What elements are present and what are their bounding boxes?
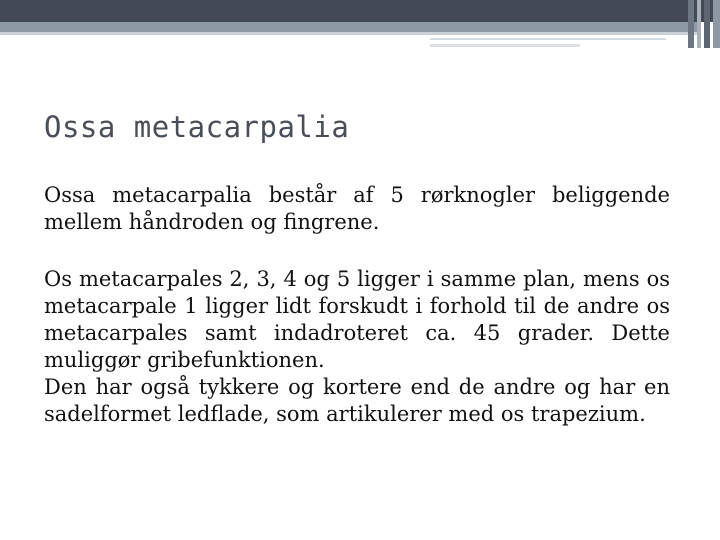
paragraph: Os metacarpales 2, 3, 4 og 5 ligger i samme plan, mens os metacarpale 1 ligger lidt forskudt i forhold til de andre os metacarpales samt indadroteret ca. 45 grader. Dette muliggør gribefunktionen. — [44, 267, 670, 372]
header-stripe — [430, 38, 666, 40]
header-stripe — [0, 32, 700, 35]
header-stripe — [0, 22, 700, 32]
decorative-bar — [697, 0, 701, 48]
header-stripe — [430, 44, 580, 47]
paragraph: Ossa metacarpalia består af 5 rørknogler beliggende mellem håndroden og fingrene. — [44, 183, 670, 234]
slide-body — [44, 182, 670, 428]
header-band — [0, 0, 720, 22]
decorative-bar — [688, 0, 694, 48]
decorative-bar — [704, 0, 710, 48]
slide-title: Ossa metacarpalia — [44, 110, 350, 144]
decorative-bar — [713, 0, 720, 48]
paragraph: Den har også tykkere og kortere end de andre og har en sadelformet ledflade, som artikulerer med os trapezium. — [44, 375, 670, 426]
